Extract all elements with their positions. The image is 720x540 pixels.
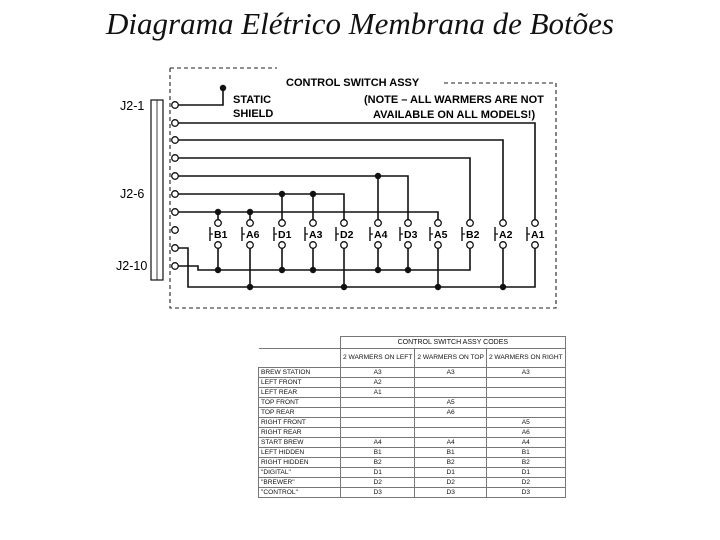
row-code: A5 bbox=[486, 418, 565, 428]
table-row bbox=[259, 438, 566, 448]
switch-label: A5 bbox=[434, 229, 448, 241]
row-function: LEFT REAR bbox=[259, 388, 341, 398]
table-body bbox=[259, 368, 566, 498]
row-function: "DIGITAL" bbox=[259, 468, 341, 478]
switch-a3 bbox=[305, 220, 323, 249]
row-code: A5 bbox=[415, 398, 487, 408]
row-code: A4 bbox=[486, 438, 565, 448]
switch-a2 bbox=[495, 220, 513, 249]
row-function: BREW STATION bbox=[259, 368, 341, 378]
switch-a1 bbox=[527, 220, 545, 249]
switch-label: A4 bbox=[374, 229, 388, 241]
switch-label: D1 bbox=[278, 229, 292, 241]
table-row bbox=[259, 368, 566, 378]
row-code: D1 bbox=[415, 468, 487, 478]
table-row bbox=[259, 418, 566, 428]
table-caption: CONTROL SWITCH ASSY CODES bbox=[341, 337, 566, 349]
row-function: "CONTROL" bbox=[259, 488, 341, 498]
note-line-1: (NOTE – ALL WARMERS ARE NOT bbox=[364, 94, 544, 106]
row-code: D2 bbox=[415, 478, 487, 488]
table-row bbox=[259, 428, 566, 438]
row-code: A6 bbox=[415, 408, 487, 418]
row-code bbox=[415, 428, 487, 438]
row-function: LEFT HIDDEN bbox=[259, 448, 341, 458]
row-code: A2 bbox=[341, 378, 415, 388]
table-row bbox=[259, 398, 566, 408]
control-switch-codes-table bbox=[258, 336, 566, 498]
row-code bbox=[415, 388, 487, 398]
row-function: TOP FRONT bbox=[259, 398, 341, 408]
static-shield-line-1: STATIC bbox=[233, 94, 272, 106]
row-code: D2 bbox=[341, 478, 415, 488]
switch-a5 bbox=[430, 220, 448, 249]
table-row bbox=[259, 478, 566, 488]
column-header-right: 2 WARMERS ON RIGHT bbox=[486, 349, 565, 368]
switch-d1 bbox=[274, 220, 292, 249]
column-header-left: 2 WARMERS ON LEFT bbox=[341, 349, 415, 368]
row-function: RIGHT FRONT bbox=[259, 418, 341, 428]
connector-pins bbox=[172, 102, 179, 270]
row-function: RIGHT HIDDEN bbox=[259, 458, 341, 468]
row-code bbox=[341, 418, 415, 428]
row-code: B2 bbox=[486, 458, 565, 468]
row-code: B2 bbox=[341, 458, 415, 468]
row-code: D3 bbox=[415, 488, 487, 498]
row-function: RIGHT REAR bbox=[259, 428, 341, 438]
row-function: LEFT FRONT bbox=[259, 378, 341, 388]
row-function: TOP REAR bbox=[259, 408, 341, 418]
switch-label: A2 bbox=[499, 229, 513, 241]
connector-label-j2-1: J2-1 bbox=[120, 99, 145, 113]
table-row bbox=[259, 468, 566, 478]
switch-b2 bbox=[462, 220, 480, 249]
table-row bbox=[259, 378, 566, 388]
row-code: D1 bbox=[341, 468, 415, 478]
connector-label-j2-10: J2-10 bbox=[116, 259, 148, 273]
row-code bbox=[486, 388, 565, 398]
row-code: D1 bbox=[486, 468, 565, 478]
assy-label: CONTROL SWITCH ASSY bbox=[286, 77, 420, 89]
switch-label: B2 bbox=[466, 229, 480, 241]
table-row bbox=[259, 448, 566, 458]
row-code bbox=[341, 408, 415, 418]
table-row bbox=[259, 458, 566, 468]
row-code bbox=[341, 398, 415, 408]
row-code: B2 bbox=[415, 458, 487, 468]
static-shield-line-2: SHIELD bbox=[233, 108, 274, 120]
row-code: A3 bbox=[415, 368, 487, 378]
switch-label: B1 bbox=[214, 229, 228, 241]
row-code: A3 bbox=[341, 368, 415, 378]
switch-d3 bbox=[400, 220, 418, 249]
row-code bbox=[486, 398, 565, 408]
row-code: B1 bbox=[341, 448, 415, 458]
switch-row bbox=[210, 220, 545, 249]
switch-label: A6 bbox=[246, 229, 260, 241]
switch-d2 bbox=[336, 220, 354, 249]
row-code: D2 bbox=[486, 478, 565, 488]
switch-a6 bbox=[242, 220, 260, 249]
row-code bbox=[341, 428, 415, 438]
switch-label: A3 bbox=[309, 229, 323, 241]
row-code: D3 bbox=[486, 488, 565, 498]
row-function: START BREW bbox=[259, 438, 341, 448]
row-code: B1 bbox=[415, 448, 487, 458]
switch-label: D3 bbox=[404, 229, 418, 241]
column-header-top: 2 WARMERS ON TOP bbox=[415, 349, 487, 368]
row-code: A6 bbox=[486, 428, 565, 438]
row-code bbox=[415, 418, 487, 428]
row-code: A4 bbox=[415, 438, 487, 448]
table-row bbox=[259, 488, 566, 498]
row-code bbox=[415, 378, 487, 388]
connector-label-j2-6: J2-6 bbox=[120, 187, 145, 201]
row-code: A3 bbox=[486, 368, 565, 378]
switch-b1 bbox=[210, 220, 228, 249]
row-code bbox=[486, 378, 565, 388]
switch-label: D2 bbox=[340, 229, 354, 241]
switch-a4 bbox=[370, 220, 388, 249]
row-code bbox=[486, 408, 565, 418]
row-function: "BREWER" bbox=[259, 478, 341, 488]
table-row bbox=[259, 388, 566, 398]
row-code: A4 bbox=[341, 438, 415, 448]
page-title: Diagrama Elétrico Membrana de Botões bbox=[106, 6, 614, 41]
row-code: A1 bbox=[341, 388, 415, 398]
switch-label: A1 bbox=[531, 229, 545, 241]
note-line-2: AVAILABLE ON ALL MODELS!) bbox=[373, 109, 536, 121]
table-row bbox=[259, 408, 566, 418]
row-code: D3 bbox=[341, 488, 415, 498]
row-code: B1 bbox=[486, 448, 565, 458]
